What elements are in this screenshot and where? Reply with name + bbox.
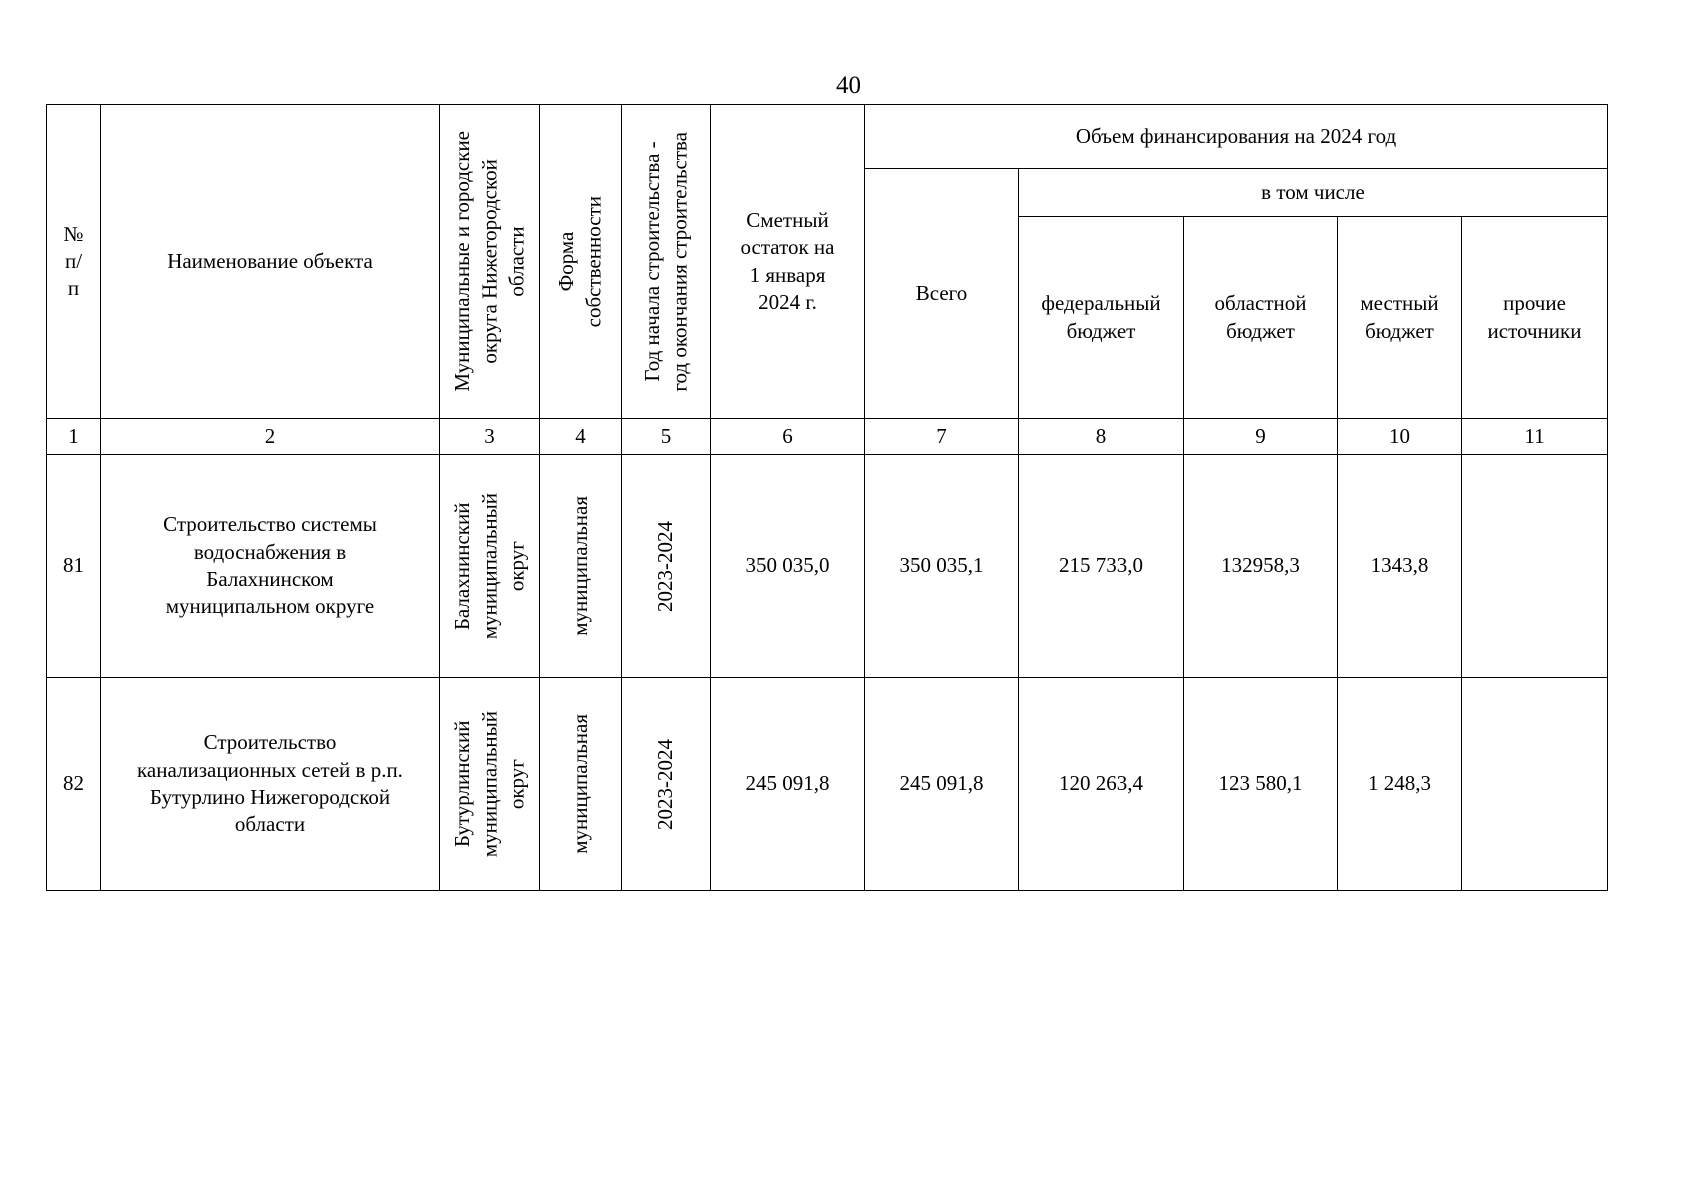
table-row <box>47 678 1608 891</box>
header-including: в том числе <box>1019 169 1608 217</box>
page-number: 40 <box>836 72 861 99</box>
row-years-text: 2023-2024 <box>653 520 678 612</box>
header-federal: федеральный бюджет <box>1019 217 1184 419</box>
column-number-row <box>47 419 1608 455</box>
header-municipality <box>440 105 540 419</box>
row-municipality-text: Балахнинский муниципальный округ <box>449 492 529 640</box>
column-number: 4 <box>540 419 622 455</box>
row-regional: 132958,3 <box>1184 455 1338 678</box>
header-ownership <box>540 105 622 419</box>
financing-table <box>46 104 1608 891</box>
row-total: 245 091,8 <box>865 678 1019 891</box>
column-number: 10 <box>1338 419 1462 455</box>
column-number: 8 <box>1019 419 1184 455</box>
row-ownership <box>540 455 622 678</box>
row-other <box>1462 455 1608 678</box>
column-number: 2 <box>101 419 440 455</box>
header-years-text: Год начала строительства - год окончания строительства <box>639 131 691 392</box>
row-balance: 245 091,8 <box>711 678 865 891</box>
table-row <box>47 455 1608 678</box>
column-number: 6 <box>711 419 865 455</box>
row-federal: 215 733,0 <box>1019 455 1184 678</box>
header-ownership-text: Форма собственности <box>554 195 606 328</box>
column-number: 1 <box>47 419 101 455</box>
row-balance: 350 035,0 <box>711 455 865 678</box>
row-num: 82 <box>47 678 101 891</box>
header-financing: Объем финансирования на 2024 год <box>865 105 1608 169</box>
row-ownership-text: муниципальная <box>567 714 592 854</box>
row-years <box>622 678 711 891</box>
row-years-text: 2023-2024 <box>653 738 678 830</box>
header-total: Всего <box>865 169 1019 419</box>
row-name: Строительство системы водоснабжения в Балахнинском муниципальном округе <box>101 455 440 678</box>
header-years <box>622 105 711 419</box>
header-name: Наименование объекта <box>101 105 440 419</box>
row-municipality-text: Бутурлинский муниципальный округ <box>449 710 529 858</box>
row-municipality <box>440 678 540 891</box>
header-row-1 <box>47 105 1608 169</box>
column-number: 3 <box>440 419 540 455</box>
header-balance: Сметный остаток на 1 января 2024 г. <box>711 105 865 419</box>
row-federal: 120 263,4 <box>1019 678 1184 891</box>
row-num: 81 <box>47 455 101 678</box>
row-total: 350 035,1 <box>865 455 1019 678</box>
header-municipality-text: Муниципальные и городские округа Нижегородской области <box>449 131 529 392</box>
header-regional: областной бюджет <box>1184 217 1338 419</box>
row-ownership-text: муниципальная <box>567 496 592 636</box>
column-number: 9 <box>1184 419 1338 455</box>
row-local: 1 248,3 <box>1338 678 1462 891</box>
row-ownership <box>540 678 622 891</box>
row-name: Строительство канализационных сетей в р.п. Бутурлино Нижегородской области <box>101 678 440 891</box>
row-regional: 123 580,1 <box>1184 678 1338 891</box>
header-local: местный бюджет <box>1338 217 1462 419</box>
header-num: № п/ п <box>47 105 101 419</box>
column-number: 7 <box>865 419 1019 455</box>
header-other: прочие источники <box>1462 217 1608 419</box>
column-number: 11 <box>1462 419 1608 455</box>
row-other <box>1462 678 1608 891</box>
column-number: 5 <box>622 419 711 455</box>
row-municipality <box>440 455 540 678</box>
row-years <box>622 455 711 678</box>
row-local: 1343,8 <box>1338 455 1462 678</box>
